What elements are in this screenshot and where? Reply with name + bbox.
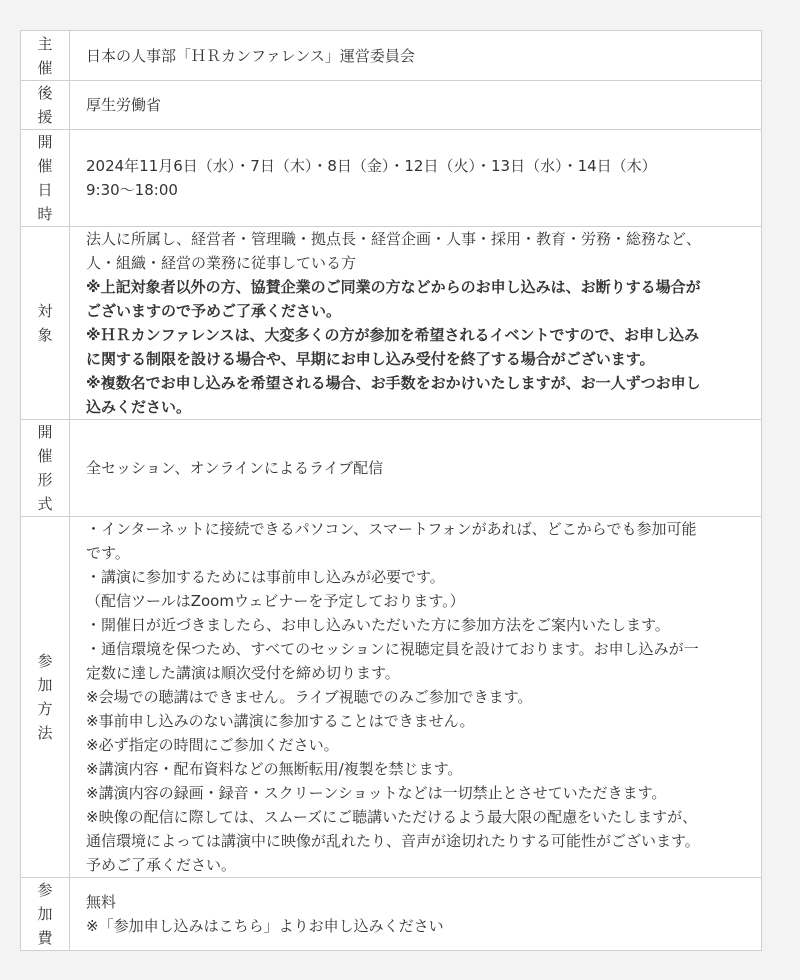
label-char: 加: [37, 676, 53, 694]
content-line: ※必ず指定の時間にご参加ください。: [86, 736, 339, 754]
label-char: 援: [37, 108, 53, 126]
label-char: 催: [37, 58, 53, 77]
content-line: ※講演内容の録画・録音・スクリーンショットなどは一切禁止とさせていただきます。: [86, 784, 667, 802]
content-line: ※会場での聴講はできません。ライブ視聴でのみご参加できます。: [86, 688, 533, 706]
content-line-notice: ございますので予めご了承ください。: [86, 302, 342, 320]
label-char: 日: [37, 181, 53, 199]
content-line: ※講演内容・配布資料などの無断転用/複製を禁じます。: [86, 760, 463, 778]
label-char: 対: [37, 302, 53, 320]
row-label: [21, 517, 70, 878]
label-char: 費: [37, 929, 53, 947]
content-line: 日本の人事部「ＨＲカンファレンス」運営委員会: [86, 46, 415, 65]
content-line: （配信ツールはZoomウェビナーを予定しております。）: [86, 592, 465, 610]
content-line: 予めご了承ください。: [86, 856, 237, 874]
content-line: です。: [86, 544, 130, 562]
content-line: 9:30〜18:00: [86, 181, 178, 199]
row-content: [70, 130, 762, 227]
event-info-section: [20, 30, 762, 951]
event-info-table-body: [21, 31, 762, 951]
content-line-notice: ※上記対象者以外の方、協賛企業のご同業の方などからのお申し込みは、お断りする場合が: [86, 278, 701, 296]
row-support: [21, 81, 762, 130]
label-char: 象: [37, 326, 53, 344]
row-target: [21, 227, 762, 420]
label-char: 催: [37, 447, 53, 465]
content-line: 無料: [86, 893, 117, 911]
content-line: ※映像の配信に際しては、スムーズにご聴講いただけるよう最大限の配慮をいたしますが、: [86, 808, 698, 826]
label-char: 参: [37, 881, 53, 899]
content-line: ・通信環境を保つため、すべてのセッションに視聴定員を設けております。お申し込みが一: [86, 640, 699, 658]
row-label: [21, 31, 70, 81]
content-line-notice: 込みください。: [86, 398, 192, 416]
label-char: 主: [37, 34, 53, 53]
content-line: 通信環境によっては講演中に映像が乱れたり、音声が途切れたりする可能性がございます。: [86, 832, 700, 850]
content-line: 全セッション、オンラインによるライブ配信: [86, 459, 384, 477]
row-fee: [21, 878, 762, 951]
label-char: 形: [37, 471, 53, 489]
content-line: 定数に達した講演は順次受付を締め切ります。: [86, 664, 400, 682]
row-label: [21, 81, 70, 130]
row-organizer: [21, 31, 762, 81]
label-char: 式: [37, 495, 53, 513]
row-content: [70, 31, 762, 81]
label-char: 法: [37, 724, 53, 742]
content-line: ※「参加申し込みはこちら」よりお申し込みください: [86, 917, 444, 935]
row-content: [70, 517, 762, 878]
label-char: 方: [37, 700, 53, 718]
content-line: ・講演に参加するためには事前申し込みが必要です。: [86, 568, 445, 586]
content-line: ※事前申し込みのない講演に参加することはできません。: [86, 712, 475, 730]
row-format: [21, 420, 762, 517]
label-char: 催: [37, 157, 53, 175]
row-content: [70, 878, 762, 951]
row-participation-method: [21, 517, 762, 878]
label-char: 開: [37, 133, 53, 151]
label-char: 時: [37, 205, 53, 223]
content-line: 人・組織・経営の業務に従事している方: [86, 254, 357, 272]
content-line-notice: ※複数名でお申し込みを希望される場合、お手数をおかけいたしますが、お一人ずつお申し: [86, 374, 701, 392]
label-char: 後: [37, 84, 53, 102]
event-info-table: [20, 30, 762, 951]
content-line: 厚生労働省: [86, 96, 162, 114]
content-line: 法人に所属し、経営者・管理職・拠点長・経営企画・人事・採用・教育・労務・総務など、: [86, 230, 702, 248]
row-label: [21, 227, 70, 420]
content-line-notice: に関する制限を設ける場合や、早期にお申し込み受付を終了する場合がございます。: [86, 350, 655, 368]
row-label: [21, 420, 70, 517]
row-label: [21, 878, 70, 951]
content-line-notice: ※ＨＲカンファレンスは、大変多くの方が参加を希望されるイベントですので、お申し込み: [86, 326, 700, 344]
content-line: ・インターネットに接続できるパソコン、スマートフォンがあれば、どこからでも参加可能: [86, 520, 697, 538]
row-content: [70, 81, 762, 130]
row-content: [70, 227, 762, 420]
content-line: ・開催日が近づきましたら、お申し込みいただいた方に参加方法をご案内いたします。: [86, 616, 670, 634]
content-line: 2024年11月6日（水）・7日（木）・8日（金）・12日（火）・13日（水）・14日（木）: [86, 157, 657, 175]
row-datetime: [21, 130, 762, 227]
row-label: [21, 130, 70, 227]
label-char: 開: [37, 423, 53, 441]
label-char: 加: [37, 905, 53, 923]
row-content: [70, 420, 762, 517]
label-char: 参: [37, 652, 53, 670]
